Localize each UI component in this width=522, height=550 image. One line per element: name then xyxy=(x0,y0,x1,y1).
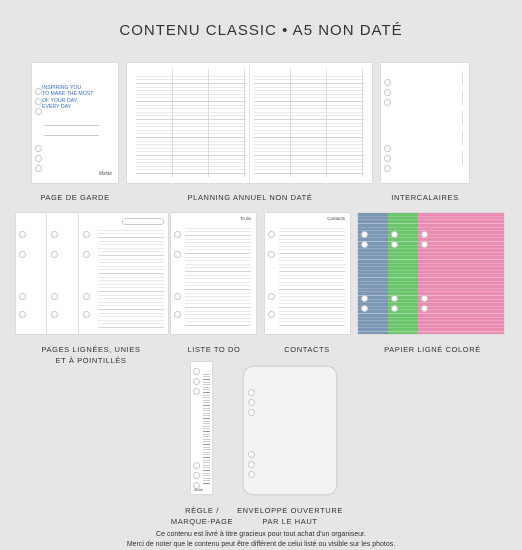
cover-headline xyxy=(42,85,112,110)
year-planner-left-page xyxy=(131,69,246,177)
envelope xyxy=(243,366,337,495)
todo-caption: LISTE TO DO xyxy=(187,345,241,354)
punch-hole xyxy=(35,165,42,172)
punch-hole xyxy=(193,472,200,479)
todo-lines xyxy=(185,225,251,329)
ruled-pages-caption xyxy=(26,344,156,366)
punch-hole xyxy=(51,311,58,318)
year-planner-caption: PLANNING ANNUEL NON DATÉ xyxy=(187,193,313,202)
punch-hole xyxy=(384,79,391,86)
punch-hole xyxy=(384,89,391,96)
envelope-caption-line: ENVELOPPE OUVERTURE xyxy=(237,506,343,515)
colored-paper-caption: PAPIER LIGNÉ COLORÉ xyxy=(384,345,481,354)
ruler-caption xyxy=(166,505,238,527)
contacts-page xyxy=(265,213,350,334)
cover-field-line xyxy=(44,125,99,126)
punch-hole xyxy=(384,145,391,152)
divider-tab xyxy=(462,71,469,85)
planner-lines xyxy=(136,73,246,177)
divider-tab xyxy=(462,151,469,165)
punch-hole xyxy=(51,293,58,300)
punch-hole xyxy=(248,461,255,468)
ruled-pages-caption-line: ET À POINTILLÉS xyxy=(55,356,127,365)
punch-hole xyxy=(35,145,42,152)
punch-hole xyxy=(248,399,255,406)
planner-lines xyxy=(254,73,364,177)
colored-paper-stack xyxy=(358,213,504,334)
punch-hole xyxy=(51,231,58,238)
punch-hole xyxy=(193,388,200,395)
punch-hole xyxy=(51,251,58,258)
punch-hole xyxy=(421,231,428,238)
envelope-caption xyxy=(230,505,350,527)
punch-hole xyxy=(384,99,391,106)
notice-line: Merci de noter que le contenu peut être différent de celui listé ou visible sur les photos. xyxy=(126,541,396,548)
punch-hole xyxy=(421,241,428,248)
divider-tab xyxy=(462,131,469,145)
punch-hole xyxy=(248,471,255,478)
punch-hole xyxy=(83,293,90,300)
punch-hole xyxy=(19,231,26,238)
contacts-lines xyxy=(279,225,345,329)
todo-header: To do xyxy=(239,216,251,221)
punch-hole xyxy=(421,295,428,302)
cover-page xyxy=(32,63,118,183)
punch-hole xyxy=(35,88,42,95)
punch-hole xyxy=(391,241,398,248)
ruler-caption-line: MARQUE-PAGE xyxy=(170,517,234,526)
punch-hole xyxy=(19,311,26,318)
punch-hole xyxy=(19,251,26,258)
punch-hole xyxy=(248,389,255,396)
todo-page xyxy=(171,213,256,334)
year-planner-right-page xyxy=(252,69,367,177)
page-title: CONTENU CLASSIC • A5 NON DATÉ xyxy=(119,22,403,39)
punch-hole xyxy=(174,231,181,238)
ruler-caption-line: RÈGLE / xyxy=(185,506,219,515)
cover-headline-line: INSPIRING YOU xyxy=(42,85,82,91)
rounded-header-box xyxy=(122,218,164,225)
punch-hole xyxy=(193,378,200,385)
cover-headline-line: OF YOUR DAY, xyxy=(42,97,79,104)
punch-hole xyxy=(174,293,181,300)
notice-line: Ce contenu est livré à titre gracieux pour tout achat d'un organiseur. xyxy=(156,531,366,538)
punch-hole xyxy=(193,368,200,375)
spread-gutter xyxy=(249,63,250,183)
cover-caption: PAGE DE GARDE xyxy=(40,193,110,202)
punch-hole xyxy=(193,462,200,469)
divider-tab xyxy=(462,91,469,105)
punch-hole xyxy=(35,108,42,115)
cover-headline-line: EVERY DAY xyxy=(42,103,72,110)
ruled-pages-caption-line: PAGES LIGNÉES, UNIES xyxy=(41,345,141,354)
page-edge xyxy=(46,213,47,334)
ruler-bookmark xyxy=(191,362,212,494)
colored-lines xyxy=(358,213,504,334)
cover-brand: filofax xyxy=(98,171,112,177)
punch-hole xyxy=(361,305,368,312)
punch-hole xyxy=(421,305,428,312)
punch-hole xyxy=(384,155,391,162)
punch-hole xyxy=(83,231,90,238)
page-edge xyxy=(78,213,79,334)
cover-headline-line: TO MAKE THE MOST xyxy=(42,91,94,98)
ruler-ticks xyxy=(203,372,210,484)
punch-hole xyxy=(391,231,398,238)
punch-hole xyxy=(361,231,368,238)
punch-hole xyxy=(248,409,255,416)
punch-hole xyxy=(361,295,368,302)
punch-hole xyxy=(268,311,275,318)
ruler-brand: filofax xyxy=(194,488,204,492)
punch-hole xyxy=(35,155,42,162)
punch-hole xyxy=(174,251,181,258)
notice xyxy=(0,530,522,550)
punch-hole xyxy=(35,98,42,105)
ruled-pages-stack xyxy=(16,213,168,334)
punch-hole xyxy=(83,251,90,258)
dividers-caption: INTERCALAIRES xyxy=(391,193,459,202)
dividers-sheet xyxy=(381,63,469,183)
divider-tab xyxy=(462,111,469,125)
ruled-lines xyxy=(98,227,164,331)
punch-hole xyxy=(268,293,275,300)
punch-hole xyxy=(83,311,90,318)
punch-hole xyxy=(391,295,398,302)
cover-field-line xyxy=(44,135,99,136)
year-planner-spread xyxy=(127,63,372,183)
punch-hole xyxy=(174,311,181,318)
punch-hole xyxy=(268,231,275,238)
punch-hole xyxy=(268,251,275,258)
envelope-caption-line: PAR LE HAUT xyxy=(262,517,318,526)
punch-hole xyxy=(248,451,255,458)
contacts-header: Contacts xyxy=(327,216,345,221)
punch-hole xyxy=(391,305,398,312)
punch-hole xyxy=(19,293,26,300)
punch-hole xyxy=(361,241,368,248)
punch-hole xyxy=(384,165,391,172)
contacts-caption: CONTACTS xyxy=(284,345,330,354)
